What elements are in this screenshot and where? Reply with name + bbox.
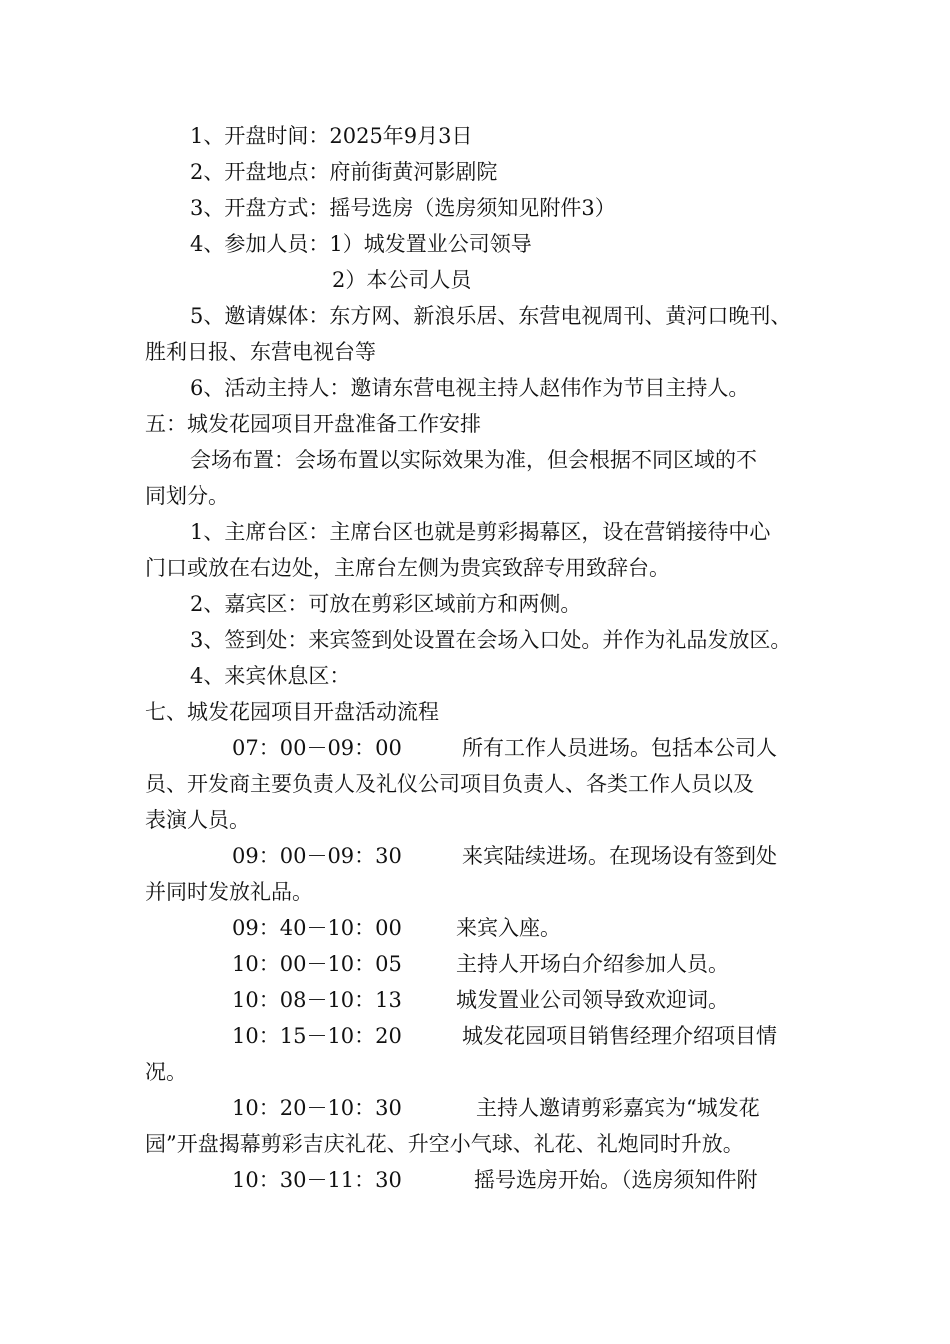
schedule-desc: 城发置业公司领导致欢迎词。 [456,988,729,1012]
schedule-time: 07：00－09：00 [232,736,402,760]
item-attendees: 4、参加人员：1）城发置业公司领导 [190,232,532,256]
zone2: 2、嘉宾区：可放在剪彩区域前方和两侧。 [190,592,582,616]
item-media-line1: 5、邀请媒体：东方网、新浪乐居、东营电视周刊、黄河口晚刊、 [190,304,792,328]
schedule-time: 10：08－10：13 [232,988,402,1012]
section-heading-5: 五：城发花园项目开盘准备工作安排 [145,412,481,436]
venue-line1: 会场布置：会场布置以实际效果为准，但会根据不同区域的不 [190,448,757,472]
zone4: 4、来宾休息区： [190,664,351,688]
schedule-cont: 并同时发放礼品。 [145,880,313,904]
schedule-cont: 况。 [145,1060,187,1084]
item-open-location: 2、开盘地点：府前街黄河影剧院 [190,160,498,184]
schedule-cont: 表演人员。 [145,808,250,832]
schedule-desc: 主持人开场白介绍参加人员。 [456,952,729,976]
schedule-desc: 主持人邀请剪彩嘉宾为“城发花 [476,1096,760,1120]
zone3: 3、签到处：来宾签到处设置在会场入口处。并作为礼品发放区。 [190,628,792,652]
schedule-time: 10：00－10：05 [232,952,402,976]
item-media-line2: 胜利日报、东营电视台等 [145,340,376,364]
schedule-time: 10：15－10：20 [232,1024,402,1048]
schedule-desc: 所有工作人员进场。包括本公司人 [462,736,777,760]
schedule-cont: 员、开发商主要负责人及礼仪公司项目负责人、各类工作人员以及 [145,772,754,796]
zone1-line1: 1、主席台区：主席台区也就是剪彩揭幕区，设在营销接待中心 [190,520,771,544]
item-open-method: 3、开盘方式：摇号选房（选房须知见附件3） [190,196,616,220]
schedule-time: 10：30－11：30 [232,1168,402,1192]
schedule-desc: 摇号选房开始。（选房须知件附 [474,1168,758,1192]
schedule-time: 09：00－09：30 [232,844,402,868]
item-host: 6、活动主持人：邀请东营电视主持人赵伟作为节目主持人。 [190,376,750,400]
section-heading-7: 七、城发花园项目开盘活动流程 [145,700,439,724]
item-open-time: 1、开盘时间：2025年9月3日 [190,124,473,148]
item-attendees-sub: 2）本公司人员 [332,268,472,292]
schedule-desc: 来宾陆续进场。在现场设有签到处 [462,844,777,868]
schedule-cont: 园”开盘揭幕剪彩吉庆礼花、升空小气球、礼花、礼炮同时升放。 [145,1132,744,1156]
venue-line2: 同划分。 [145,484,229,508]
schedule-desc: 城发花园项目销售经理介绍项目情 [462,1024,777,1048]
schedule-time: 10：20－10：30 [232,1096,402,1120]
zone1-line2: 门口或放在右边处，主席台左侧为贵宾致辞专用致辞台。 [145,556,670,580]
schedule-desc: 来宾入座。 [456,916,561,940]
schedule-time: 09：40－10：00 [232,916,402,940]
